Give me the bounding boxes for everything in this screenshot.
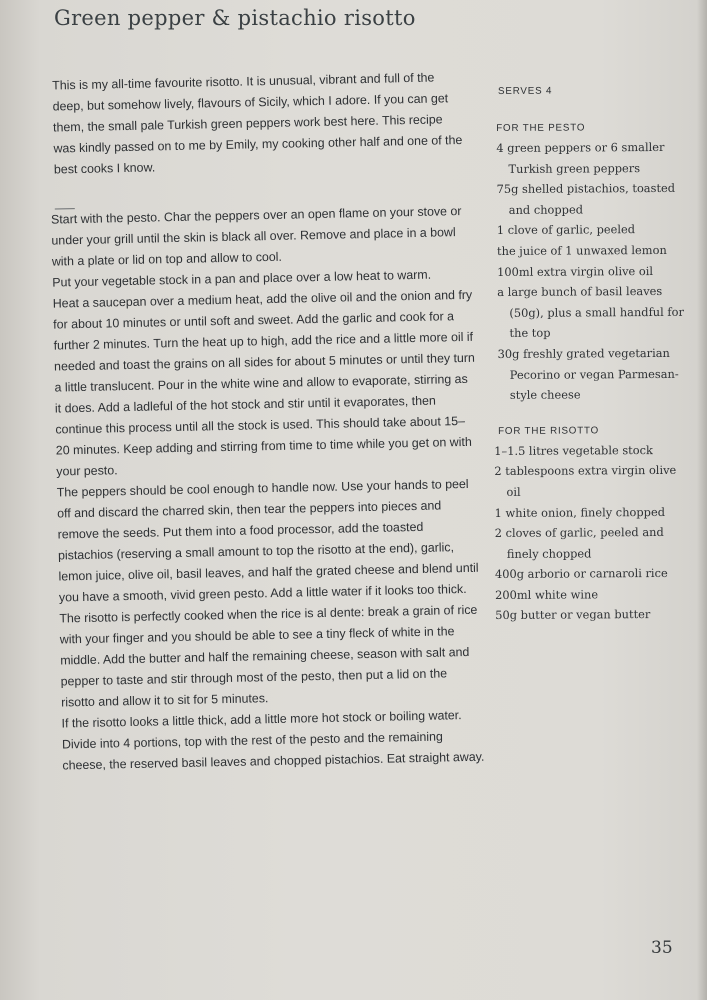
risotto-ingredient-list [494,439,695,626]
ingredient-item: the juice of 1 unwaxed lemon [496,242,667,258]
ingredient-item: 1 white onion, finely chopped [494,504,666,520]
method-step-5: The risotto is perfectly cooked when the rice is al dente: break a grain of rice with your finger and you should be able to see a tiny fleck of white in the middle. Add the butter and half the remaining cheese, season with salt and pepper to taste and stir through most of the pesto, then put a lid on the risotto and allow it to sit for 5 minutes. [59,602,478,710]
method-column [30,67,485,777]
ingredients-column [492,85,695,626]
ingredient-item: 100ml extra virgin olive oil [497,263,654,279]
ingredient-item: 2 cloves of garlic, peeled and finely chopped [494,525,664,561]
method-step-3: Heat a saucepan over a medium heat, add the olive oil and the onion and fry for about 10 minutes or until soft and sweet. Add the garlic and cook for a further 2 minutes. Turn the heat up to high, add the rice and a little more oil if needed and toast the grains on all sides for about 5 minutes or until they turn a little translucent. Pour in the white wine and allow to evaporate, stirring as it does. Add a ladleful of the hot stock and stir until it evaporates, then continue this process until all the stock is used. This should take about 15–20 minutes. Keep adding and stirring from time to time while you get on with your pesto. [52,287,476,479]
risotto-heading: FOR THE RISOTTO [498,425,600,437]
pesto-ingredient-list [492,137,694,406]
ingredient-item: a large bunch of basil leaves (50g), plus a small handful for the top [497,284,684,341]
ingredient-item: 400g arborio or carnaroli rice [494,566,668,582]
pesto-heading: FOR THE PESTO [496,122,586,134]
ingredient-item: 50g butter or vegan butter [495,607,651,623]
serves-label: SERVES 4 [497,85,553,97]
ingredient-item: 75g shelled pistachios, toasted and chopped [496,181,676,217]
page-number: 35 [651,938,673,958]
method-step-4: The peppers should be cool enough to handle now. Use your hands to peel off and discard the charred skin, then tear the peppers into pieces and remove the seeds. Put them into a food processor, add the toasted pistachios (reserving a small amount to top the risotto at the end), garlic, lemon juice, olive oil, basil leaves, and half the grated cheese and blend until you have a smooth, vivid green pesto. Add a little water if it looks too thick. [56,476,479,605]
ingredient-item: 30g freshly grated vegetarian Pecorino or vegan Parmesan-style cheese [497,345,679,403]
ingredient-item: 200ml white wine [495,587,599,602]
page-edge-shadow [697,0,707,1000]
ingredient-item: 1 clove of garlic, peeled [496,222,636,238]
method-step-1: Start with the pesto. Char the peppers over an open flame on your stove or under your grill until the skin is black all over. Remove and place in a bowl with a plate or lid on top and allow to cool. [50,203,462,269]
ingredient-item: 1–1.5 litres vegetable stock [494,442,653,458]
method-step-2: Put your vegetable stock in a pan and place over a low heat to warm. [52,267,432,290]
ingredient-item: 2 tablespoons extra virgin olive oil [494,463,677,499]
method-step-6: If the risotto looks a little thick, add a little more hot stock or boiling water. Divide into 4 portions, top with the rest of the pesto and the remaining cheese, the reserved basil leaves and chopped pistachios. Eat straight away. [61,708,485,773]
recipe-title: Green pepper & pistachio risotto [54,6,416,30]
ingredient-item: 4 green peppers or 6 smaller Turkish green peppers [496,139,665,176]
recipe-intro: This is my all-time favourite risotto. It is unusual, vibrant and full of the deep, but somehow lively, flavours of Sicily, which I adore. If you can get them, the small pale Turkish green peppers work best here. This recipe was kindly passed on to me by Emily, my cooking other half and one of the best cooks I know. [52,70,463,177]
